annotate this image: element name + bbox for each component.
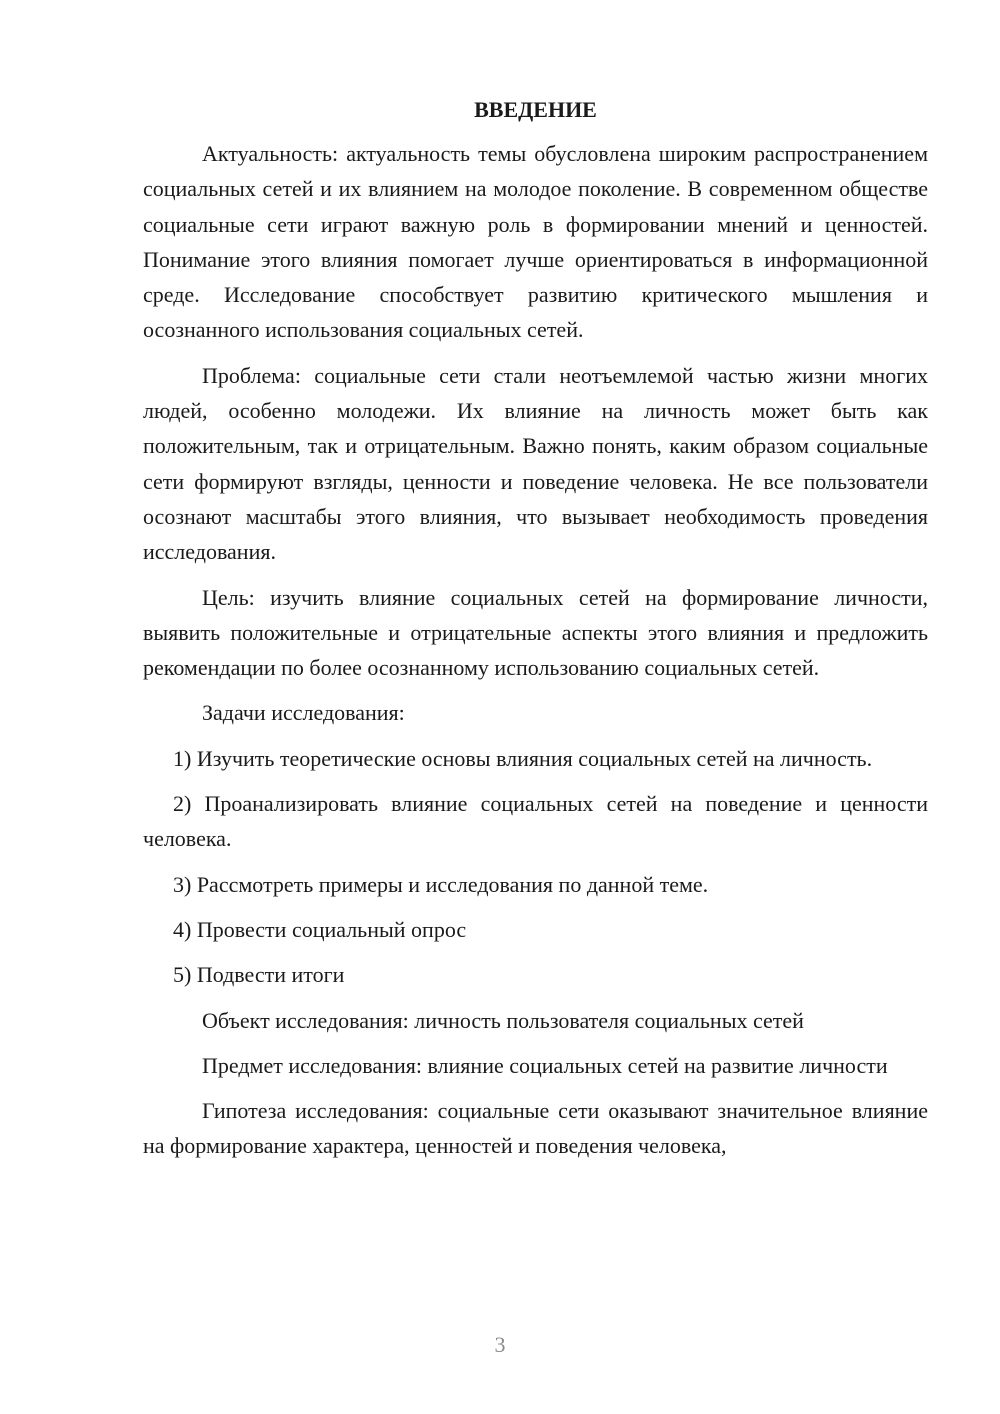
page-number: 3 [494, 1332, 506, 1357]
paragraph-hypothesis: Гипотеза исследования: социальные сети оказывают значительное влияние на формирование характера, ценностей и поведения человека, [143, 1098, 928, 1159]
task-item-3: 3) Рассмотреть примеры и исследования по данной теме. [173, 871, 709, 897]
paragraph-problem: Проблема: социальные сети стали неотъемлемой частью жизни многих людей, особенно молодежи. Их влияние на личность может быть как положительным, так и отрицательным. Важно понять, каким образом социальные сети формируют взгляды, ценности и поведение человека. Не все пользователи осознают масштабы этого влияния, что вызывает необходимость проведения исследования. [143, 362, 928, 565]
task-item-5: 5) Подвести итоги [173, 962, 345, 988]
paragraph-relevance: Актуальность: актуальность темы обусловлена широким распространением социальных сетей и их влиянием на молодое поколение. В современном обществе социальные сети играют важную роль в формировании мнений и ценностей. Понимание этого влияния помогает лучше ориентироваться в информационной среде. Исследование способствует развитию критического мышления и осознанного использования социальных сетей. [143, 141, 928, 343]
task-item-2: 2) Проанализировать влияние социальных сетей на поведение и ценности человека. [143, 791, 928, 852]
paragraph-goal: Цель: изучить влияние социальных сетей на формирование личности, выявить положительные и отрицательные аспекты этого влияния и предложить рекомендации по более осознанному использованию социальных сетей. [143, 584, 928, 681]
task-item-1: 1) Изучить теоретические основы влияния социальных сетей на личность. [173, 745, 873, 771]
paragraph-subject: Предмет исследования: влияние социальных сетей на развитие личности [202, 1052, 888, 1078]
paragraph-object: Объект исследования: личность пользователя социальных сетей [202, 1007, 804, 1033]
page-content [143, 92, 928, 1174]
section-title: ВВЕДЕНИЕ [474, 97, 597, 122]
tasks-heading: Задачи исследования: [202, 700, 405, 726]
task-item-4: 4) Провести социальный опрос [173, 916, 467, 942]
